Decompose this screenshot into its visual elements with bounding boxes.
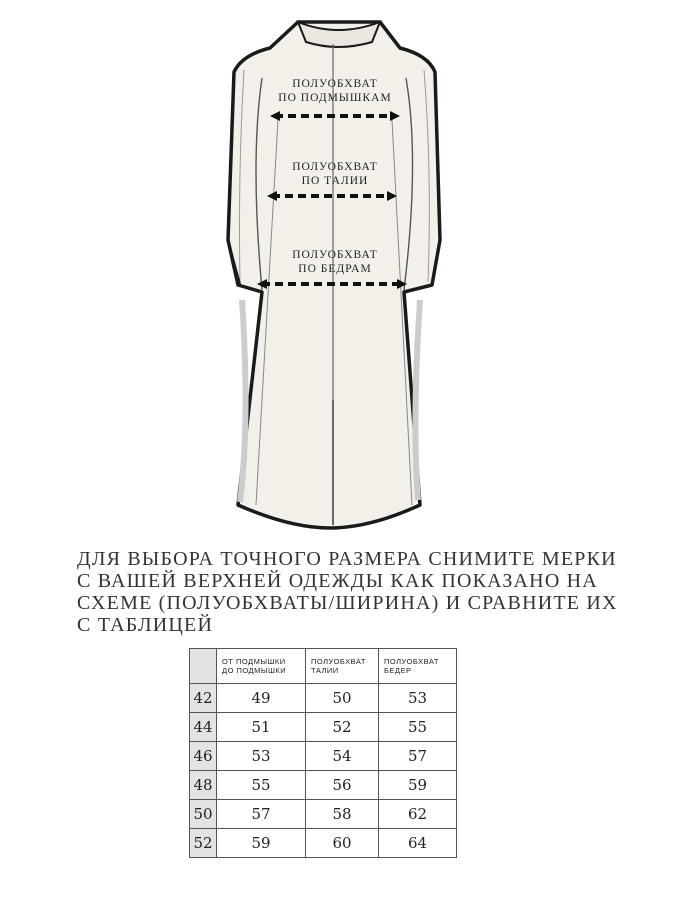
hips-value: 64 [379,829,457,858]
table-corner-cell [190,649,217,684]
table-row [190,800,457,829]
header-waist: ПОЛУОБХВАТ ТАЛИИ [306,649,379,684]
waist-value: 54 [306,742,379,771]
table-row [190,713,457,742]
armpit-label: ПОЛУОБХВАТ ПО ПОДМЫШКАМ [278,78,392,104]
size-cell: 52 [190,829,217,858]
armpit-value: 49 [217,684,306,713]
armpit-value: 55 [217,771,306,800]
waist-value: 58 [306,800,379,829]
size-cell: 42 [190,684,217,713]
armpit-value: 51 [217,713,306,742]
hips-value: 55 [379,713,457,742]
waist-value: 52 [306,713,379,742]
hips-value: 62 [379,800,457,829]
header-hips: ПОЛУОБХВАТ БЕДЕР [379,649,457,684]
size-cell: 48 [190,771,217,800]
size-cell: 44 [190,713,217,742]
hips-value: 53 [379,684,457,713]
armpit-value: 59 [217,829,306,858]
instruction-text: ДЛЯ ВЫБОРА ТОЧНОГО РАЗМЕРА СНИМИТЕ МЕРКИ С ВАШЕЙ ВЕРХНЕЙ ОДЕЖДЫ КАК ПОКАЗАНО НА СХЕМЕ (ПОЛУОБХВАТЫ/ШИРИНА) И СРАВНИТЕ ИХ С ТАБЛИЦЕЙ [77,548,618,636]
size-cell: 46 [190,742,217,771]
table-header-row [190,649,457,684]
waist-label: ПОЛУОБХВАТ ПО ТАЛИИ [292,161,378,187]
table-row [190,742,457,771]
hips-value: 57 [379,742,457,771]
size-cell: 50 [190,800,217,829]
table-row [190,829,457,858]
hips-label: ПОЛУОБХВАТ ПО БЕДРАМ [292,249,378,275]
size-table [189,648,457,858]
table-row [190,771,457,800]
waist-value: 56 [306,771,379,800]
armpit-value: 57 [217,800,306,829]
waist-value: 60 [306,829,379,858]
waist-value: 50 [306,684,379,713]
table-row [190,684,457,713]
hips-value: 59 [379,771,457,800]
armpit-value: 53 [217,742,306,771]
header-armpit: ОТ ПОДМЫШКИ ДО ПОДМЫШКИ [217,649,306,684]
